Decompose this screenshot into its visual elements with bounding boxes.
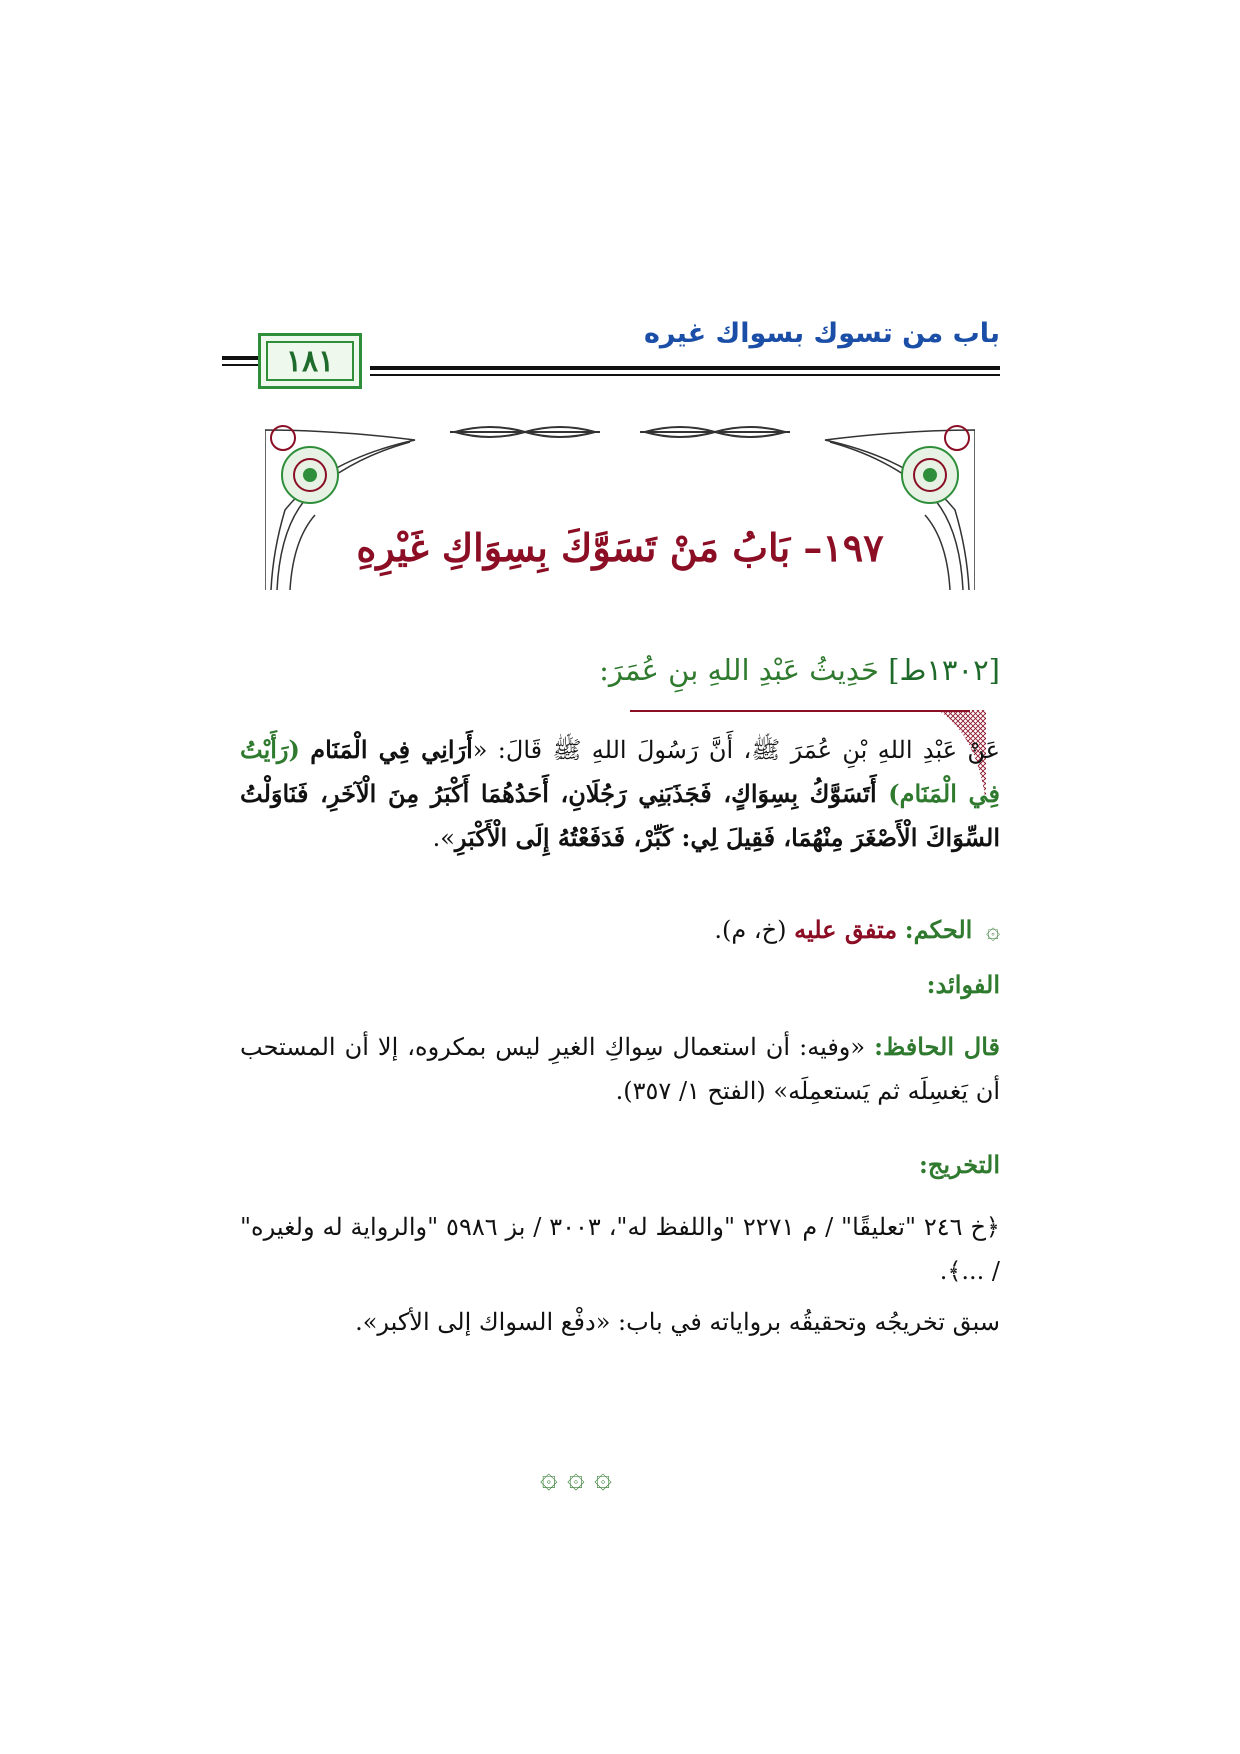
hadith-text xyxy=(240,728,1000,860)
hadith-matn-part2: أَتَسَوَّكُ بِسِوَاكٍ، فَجَذَبَنِي رَجُلَانِ، أَحَدُهُمَا أَكْبَرُ مِنَ الْآخَرِ، فَنَاوَلْتُ السِّوَاكَ الْأَصْغَرَ مِنْهُمَا، فَقِيلَ لِي: كَبِّرْ، فَدَفَعْتُهُ إِلَى الْأَكْبَرِ xyxy=(240,779,1000,852)
fawaid-speaker: قال الحافظ: xyxy=(874,1032,1000,1061)
fawaid-heading: الفوائد: xyxy=(926,970,1000,999)
fawaid-text: «وفيه: أن استعمال سِواكِ الغيرِ ليس بمكروه، إلا أن المستحب أن يَغسِلَه ثم يَستعمِلَه» (الفتح ١/ ٣٥٧). xyxy=(240,1033,1000,1105)
chapter-title: ١٩٧– بَابُ مَنْ تَسَوَّكَ بِسِوَاكِ غَيْرِهِ xyxy=(356,525,884,570)
page-number-badge xyxy=(258,333,362,389)
header-rule-thin xyxy=(370,374,1000,376)
hadith-intro: عَنْ عَبْدِ اللهِ بْنِ عُمَرَ ﷺ، أَنَّ رَسُولَ اللهِ ﷺ قَالَ: « xyxy=(472,736,1000,764)
flower-icon: ۞ xyxy=(985,916,1000,944)
judgment-value: متفق عليه xyxy=(794,915,898,944)
hadith-variant-phrase: (رَأَيْتُ فِي الْمَنَام) xyxy=(240,735,1001,808)
header-rule-thick xyxy=(370,366,1000,370)
judgment-source: (خ، م). xyxy=(714,916,787,944)
page-number: ١٨١ xyxy=(285,343,335,379)
running-header: باب من تسوك بسواك غيره xyxy=(643,318,1000,349)
judgment-label: الحكم: xyxy=(904,915,973,944)
hadith-closing: ». xyxy=(432,824,455,852)
takhrij-line: ﴿خ ٢٤٦ "تعليقًا" / م ٢٢٧١ "واللفظ له"، ٣٠٠٣ / بز ٥٩٨٦ "والرواية له ولغيره" / ...﴾. xyxy=(240,1213,1000,1285)
fawaid-paragraph xyxy=(240,1025,1000,1113)
hadith-matn-part1: أَرَانِي فِي الْمَنَام xyxy=(310,735,473,764)
judgment-line xyxy=(714,915,1000,944)
end-ornament-icon: ۞ ۞ ۞ xyxy=(540,1460,612,1495)
hadith-title: حَدِيثُ عَبْدِ اللهِ بنِ عُمَرَ: xyxy=(599,653,879,687)
takhrij-note: سبق تخريجُه وتحقيقُه برواياته في باب: «دفْع السواك إلى الأكبر». xyxy=(355,1308,1000,1336)
hadith-heading xyxy=(599,653,1000,687)
header-rule-left-thin xyxy=(222,364,258,366)
hadith-divider xyxy=(630,710,970,712)
header-rule-left-thick xyxy=(222,356,258,360)
hadith-number: [١٣٠٢ط] xyxy=(888,653,1000,687)
takhrij-heading: التخريج: xyxy=(919,1150,1000,1179)
